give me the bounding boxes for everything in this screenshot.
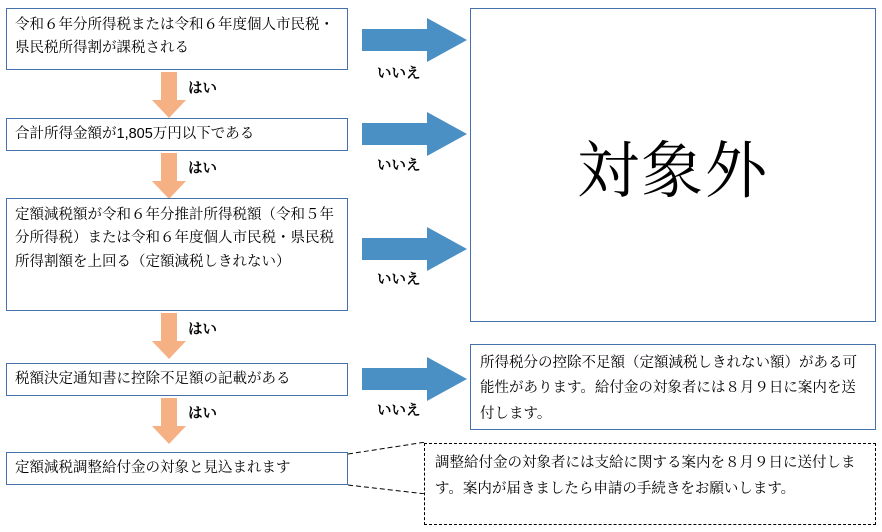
yes-arrow-2 <box>152 153 186 199</box>
flow-step-3: 定額減税額が令和６年分推計所得税額（令和５年分所得税）または令和６年度個人市民税・県民税所得割額を上回る（定額減税しきれない） <box>6 198 348 311</box>
no-arrow-3 <box>362 227 467 271</box>
no-arrow-1 <box>362 18 467 62</box>
no-label-2: いいえ <box>377 158 421 174</box>
income-tax-note-box: 所得税分の控除不足額（定額減税しきれない額）がある可能性があります。給付金の対象者には８月９日に案内を送付します。 <box>470 344 876 430</box>
payment-guidance-note-box: 調整給付金の対象者には支給に関する案内を８月９日に送付します。案内が届きましたら申請の手続きをお願いします。 <box>424 443 876 525</box>
yes-label-2: はい <box>188 161 217 177</box>
no-label-4: いいえ <box>377 403 421 419</box>
yes-label-3: はい <box>188 322 217 338</box>
no-arrow-2 <box>362 112 467 156</box>
flow-step-2: 合計所得金額が1,805万円以下である <box>6 118 348 151</box>
out-of-scope-box <box>470 8 876 322</box>
no-label-1: いいえ <box>377 66 421 82</box>
flow-step-4: 税額決定通知書に控除不足額の記載がある <box>6 363 348 396</box>
dashed-connector <box>348 442 426 494</box>
flow-step-1: 令和６年分所得税または令和６年度個人市民税・県民税所得割が課税される <box>6 8 348 70</box>
yes-arrow-3 <box>152 313 186 359</box>
flow-result: 定額減税調整給付金の対象と見込まれます <box>6 452 348 485</box>
yes-arrow-1 <box>152 72 186 118</box>
yes-label-4: はい <box>188 406 217 422</box>
no-label-3: いいえ <box>377 272 421 288</box>
yes-arrow-4 <box>152 398 186 444</box>
no-arrow-4 <box>362 357 467 401</box>
yes-label-1: はい <box>188 81 217 97</box>
out-of-scope-label: 対象外 <box>576 137 769 206</box>
